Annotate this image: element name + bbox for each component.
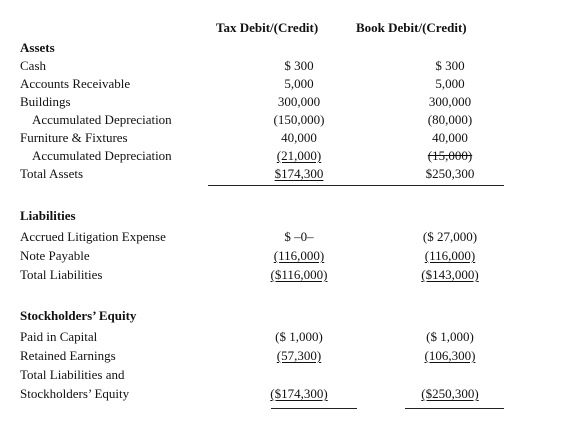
- section-heading-row: [0, 208, 565, 226]
- section-heading-equity: Stockholders’ Equity: [20, 308, 137, 323]
- table-row: [0, 94, 565, 112]
- tax-value: ($116,000): [270, 267, 328, 282]
- book-value: 40,000: [432, 130, 468, 145]
- book-value: ($ 27,000): [422, 229, 478, 244]
- book-value: $250,300: [425, 166, 475, 181]
- row-label: Accumulated Depreciation: [32, 112, 172, 127]
- double-rule-tax: [271, 408, 357, 409]
- table-row: [0, 248, 565, 266]
- double-rule-book: [405, 408, 504, 409]
- row-label: Paid in Capital: [20, 329, 98, 344]
- table-row: [0, 112, 565, 130]
- column-header-tax: Tax Debit/(Credit): [216, 20, 319, 35]
- section-heading-row: [0, 308, 565, 326]
- tax-value: $ 300: [284, 58, 314, 73]
- tax-value: (150,000): [273, 112, 325, 127]
- table-row: [0, 76, 565, 94]
- section-heading-liabilities: Liabilities: [20, 208, 76, 223]
- row-label: Cash: [20, 58, 46, 73]
- table-row: [0, 148, 565, 166]
- tax-value: $174,300: [274, 166, 324, 181]
- column-header-book: Book Debit/(Credit): [356, 20, 467, 35]
- book-value: 300,000: [428, 94, 472, 109]
- tax-value: (116,000): [273, 248, 325, 263]
- section-heading-row: [0, 40, 565, 58]
- row-label: Total Assets: [20, 166, 84, 181]
- book-value: (15,000): [427, 148, 473, 163]
- book-value: ($143,000): [421, 267, 479, 282]
- table-row: [0, 267, 565, 285]
- row-label: Accounts Receivable: [20, 76, 131, 91]
- row-label: Note Payable: [20, 248, 90, 263]
- table-row: [0, 229, 565, 247]
- tax-value: (57,300): [276, 348, 322, 363]
- table-row: [0, 329, 565, 347]
- table-row: [0, 166, 565, 184]
- tax-value: 300,000: [277, 94, 321, 109]
- row-label: Stockholders’ Equity: [20, 386, 130, 401]
- book-value: 5,000: [435, 76, 465, 91]
- table-row: [0, 130, 565, 148]
- book-value: $ 300: [435, 58, 465, 73]
- tax-value: 5,000: [284, 76, 314, 91]
- table-row: [0, 348, 565, 366]
- row-label: Accrued Litigation Expense: [20, 229, 166, 244]
- book-value: (106,300): [424, 348, 476, 363]
- book-value: (116,000): [424, 248, 476, 263]
- row-label: Furniture & Fixtures: [20, 130, 128, 145]
- total-rule: [208, 185, 504, 186]
- tax-value: ($174,300): [270, 386, 328, 401]
- row-label: Accumulated Depreciation: [32, 148, 172, 163]
- tax-value: (21,000): [276, 148, 322, 163]
- table-row: [0, 58, 565, 76]
- row-label: Total Liabilities and: [20, 367, 125, 382]
- table-row: [0, 386, 565, 404]
- row-label: Total Liabilities: [20, 267, 103, 282]
- row-label: Buildings: [20, 94, 71, 109]
- tax-value: ($ 1,000): [275, 329, 323, 344]
- book-value: ($ 1,000): [426, 329, 474, 344]
- section-heading-assets: Assets: [20, 40, 55, 55]
- table-row: [0, 367, 565, 385]
- book-value: ($250,300): [421, 386, 479, 401]
- row-label: Retained Earnings: [20, 348, 116, 363]
- tax-value: 40,000: [281, 130, 317, 145]
- tax-value: $ –0–: [284, 229, 314, 244]
- book-value: (80,000): [427, 112, 473, 127]
